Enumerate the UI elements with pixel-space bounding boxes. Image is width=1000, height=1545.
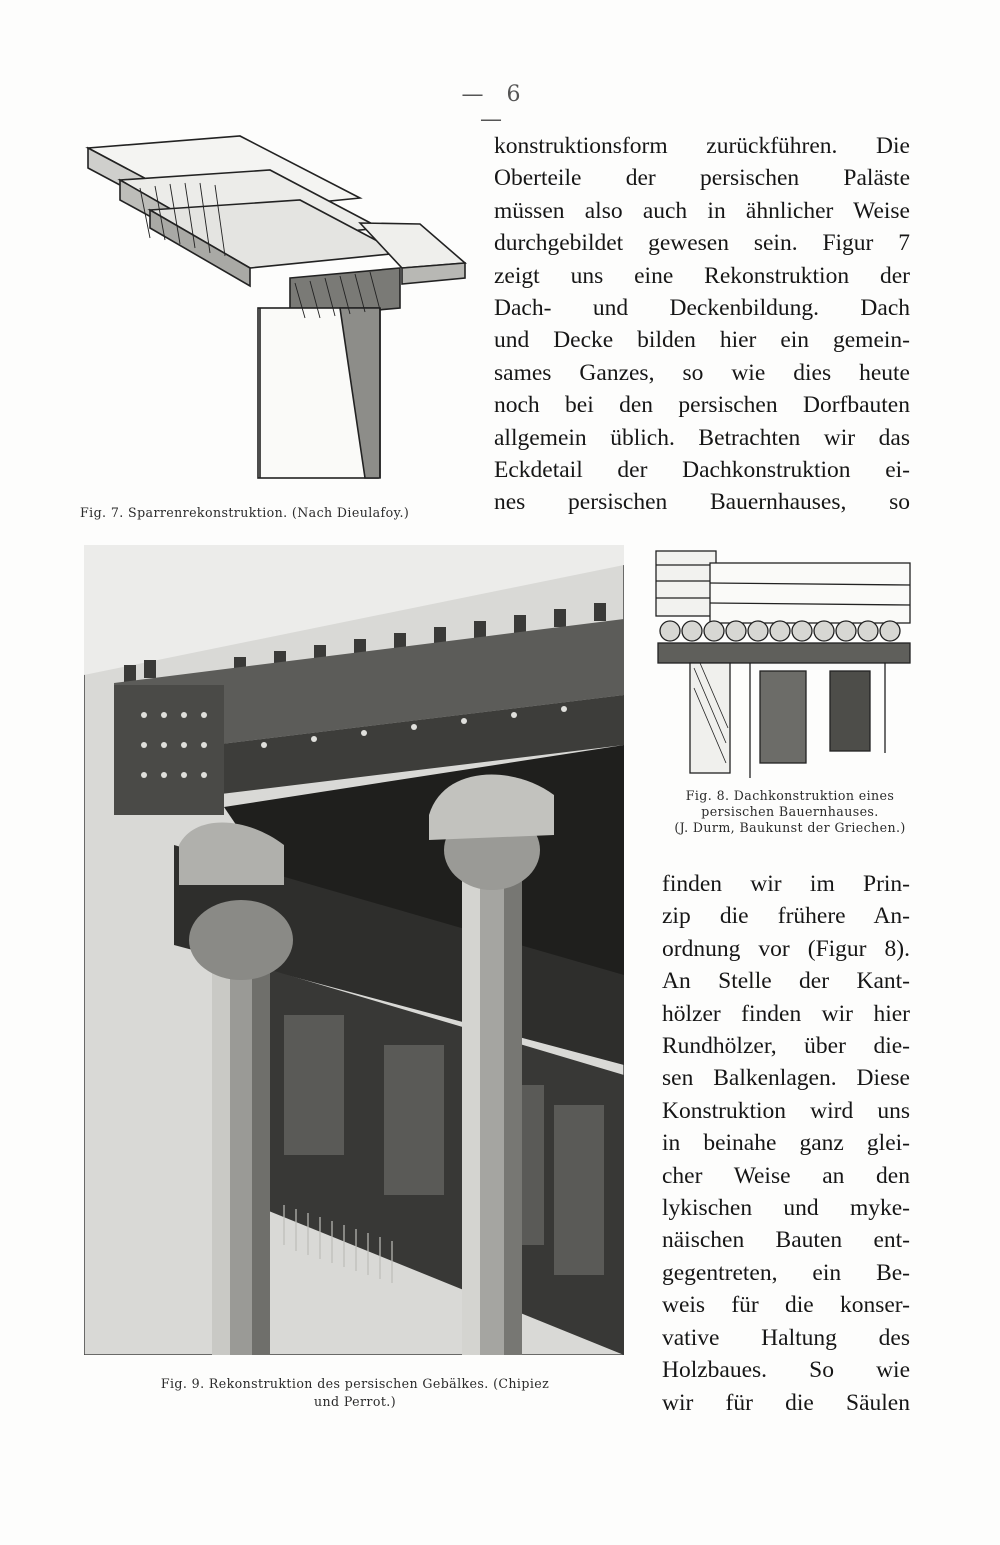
text-line: cher Weise an den [662, 1162, 910, 1189]
text-line: zip die frühere An- [662, 903, 910, 930]
text-line: An Stelle der Kant- [662, 968, 910, 995]
text-line: Holzbaues. So wie [662, 1357, 910, 1384]
figure-9-caption-line: und Perrot.) [313, 1394, 397, 1409]
text-line: sen Balkenlagen. Diese [662, 1065, 910, 1092]
text-line: allgemein üblich. Betrachten wir das [494, 424, 910, 451]
text-line: finden wir im Prin- [662, 871, 910, 897]
text-line: Konstruktion wird uns [662, 1097, 910, 1124]
text-line: zeigt uns eine Rekonstruktion der [494, 262, 910, 289]
text-line: Eckdetail der Dachkonstruktion ei- [494, 457, 910, 484]
text-line: hölzer finden wir hier [662, 1000, 910, 1027]
text-line: nes persischen Bauernhauses, so [494, 489, 910, 516]
figure-9-illustration [84, 545, 624, 1355]
text-line: noch bei den persischen Dorfbauten [494, 392, 910, 419]
text-line: müssen also auch in ähnlicher Weise [494, 197, 910, 224]
figure-8-caption-line: (J. Durm, Baukunst der Griechen.) [674, 820, 906, 835]
paragraph-bottom [662, 868, 910, 1419]
text-line: gegentreten, ein Be- [662, 1259, 910, 1286]
text-line: Oberteile der persischen Paläste [494, 165, 910, 192]
figure-9-caption [120, 1375, 590, 1411]
page-number: — 6 — [461, 82, 529, 132]
figure-7-caption: Fig. 7. Sparrenrekonstruktion. (Nach Dieulafoy.) [80, 505, 410, 520]
figure-8-illustration [650, 543, 912, 783]
text-line: wir für die Säulen [662, 1389, 910, 1416]
figure-9-caption-line: Fig. 9. Rekonstruktion des persischen Gebälkes. (Chipiez [160, 1376, 550, 1391]
figure-8-caption-line: persischen Bauernhauses. [701, 804, 879, 819]
figure-8-caption-line: Fig. 8. Dachkonstruktion eines [685, 788, 895, 803]
text-line: ordnung vor (Figur 8). [662, 935, 910, 962]
text-line: sames Ganzes, so wie dies heute [494, 359, 910, 386]
text-line: durchgebildet gewesen sein. Figur 7 [494, 230, 910, 257]
text-line: weis für die konser- [662, 1292, 910, 1319]
text-line: lykischen und myke- [662, 1195, 910, 1222]
text-line: näischen Bauten ent- [662, 1227, 910, 1254]
text-line: Dach- und Deckenbildung. Dach [494, 295, 910, 322]
text-line: vative Haltung des [662, 1324, 910, 1351]
text-line: in beinahe ganz glei- [662, 1130, 910, 1157]
text-line: und Decke bilden hier ein gemein- [494, 327, 910, 354]
figure-8-caption [660, 788, 920, 836]
text-line: Rundhölzer, über die- [662, 1033, 910, 1060]
figure-7-illustration [80, 128, 490, 500]
paragraph-top [494, 130, 910, 519]
text-line: konstruktionsform zurückführen. Die [494, 133, 910, 159]
